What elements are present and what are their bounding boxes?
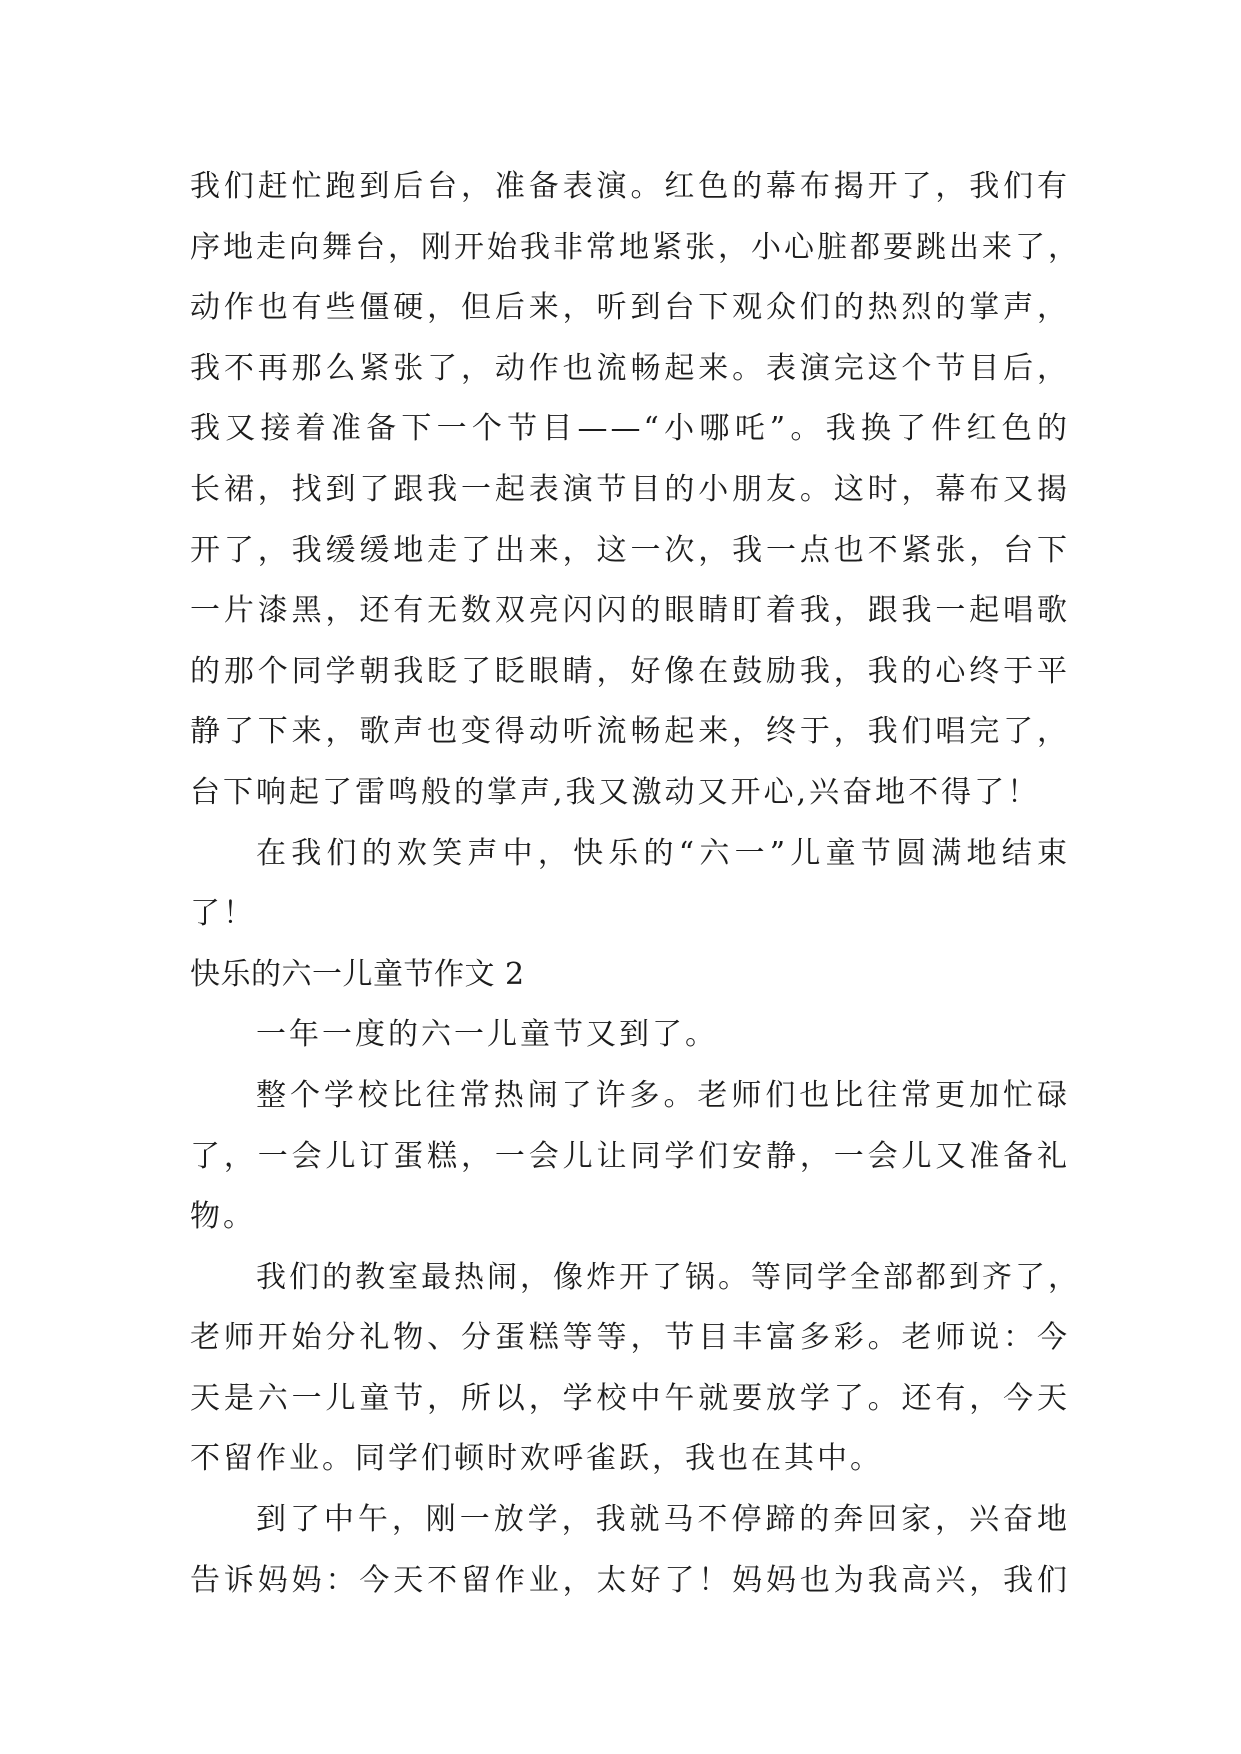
text-line: 静了下来，歌声也变得动听流畅起来，终于，我们唱完了， [190,714,1070,750]
text-line: 长裙，找到了跟我一起表演节目的小朋友。这时，幕布又揭 [190,471,1070,507]
essay-heading: 快乐的六一儿童节作文 2 [190,956,525,992]
text-line: 我们赶忙跑到后台，准备表演。红色的幕布揭开了，我们有 [190,169,1070,204]
text-line: 物。 [190,1199,256,1235]
text-line: 了！ [190,896,256,932]
text-line: 开了，我缓缓地走了出来，这一次，我一点也不紧张，台下 [190,532,1070,568]
text-line: 了，一会儿订蛋糕，一会儿让同学们安静，一会儿又准备礼 [190,1138,1070,1174]
paragraph-2 [190,824,1070,945]
text-line: 一年一度的六一儿童节又到了。 [256,1017,718,1053]
text-line: 动作也有些僵硬，但后来，听到台下观众们的热烈的掌声， [190,290,1070,326]
text-line: 我不再那么紧张了，动作也流畅起来。表演完这个节目后， [190,350,1070,386]
text-line: 不留作业。同学们顿时欢呼雀跃，我也在其中。 [190,1441,883,1477]
paragraph-5 [190,1248,1081,1490]
text-line: 序地走向舞台，刚开始我非常地紧张，小心脏都要跳出来了， [190,229,1081,265]
paragraph-3 [190,1005,1070,1066]
text-line: 我们的教室最热闹，像炸开了锅。等同学全部都到齐了， [256,1259,1081,1295]
text-line: 在我们的欢笑声中，快乐的“六一”儿童节圆满地结束 [256,835,1070,871]
text-line: 一片漆黑，还有无数双亮闪闪的眼睛盯着我，跟我一起唱歌 [190,593,1070,629]
text-line: 告诉妈妈：今天不留作业，太好了！妈妈也为我高兴，我们 [190,1562,1070,1598]
paragraph-6 [190,1490,1070,1611]
text-line: 台下响起了雷鸣般的掌声,我又激动又开心,兴奋地不得了！ [190,774,1041,810]
text-line: 的那个同学朝我眨了眨眼睛，好像在鼓励我，我的心终于平 [190,653,1070,689]
paragraph-4 [190,1066,1070,1248]
text-line: 老师开始分礼物、分蛋糕等等，节目丰富多彩。老师说：今 [190,1320,1070,1356]
text-line: 整个学校比往常热闹了许多。老师们也比往常更加忙碌 [256,1077,1070,1113]
text-line: 到了中午，刚一放学，我就马不停蹄的奔回家，兴奋地 [256,1502,1070,1538]
paragraph-1 [190,157,1081,824]
document-body [190,157,1081,1611]
text-line: 我又接着准备下一个节目——“小哪吒”。我换了件红色的 [190,411,1070,447]
text-line: 天是六一儿童节，所以，学校中午就要放学了。还有，今天 [190,1380,1070,1416]
